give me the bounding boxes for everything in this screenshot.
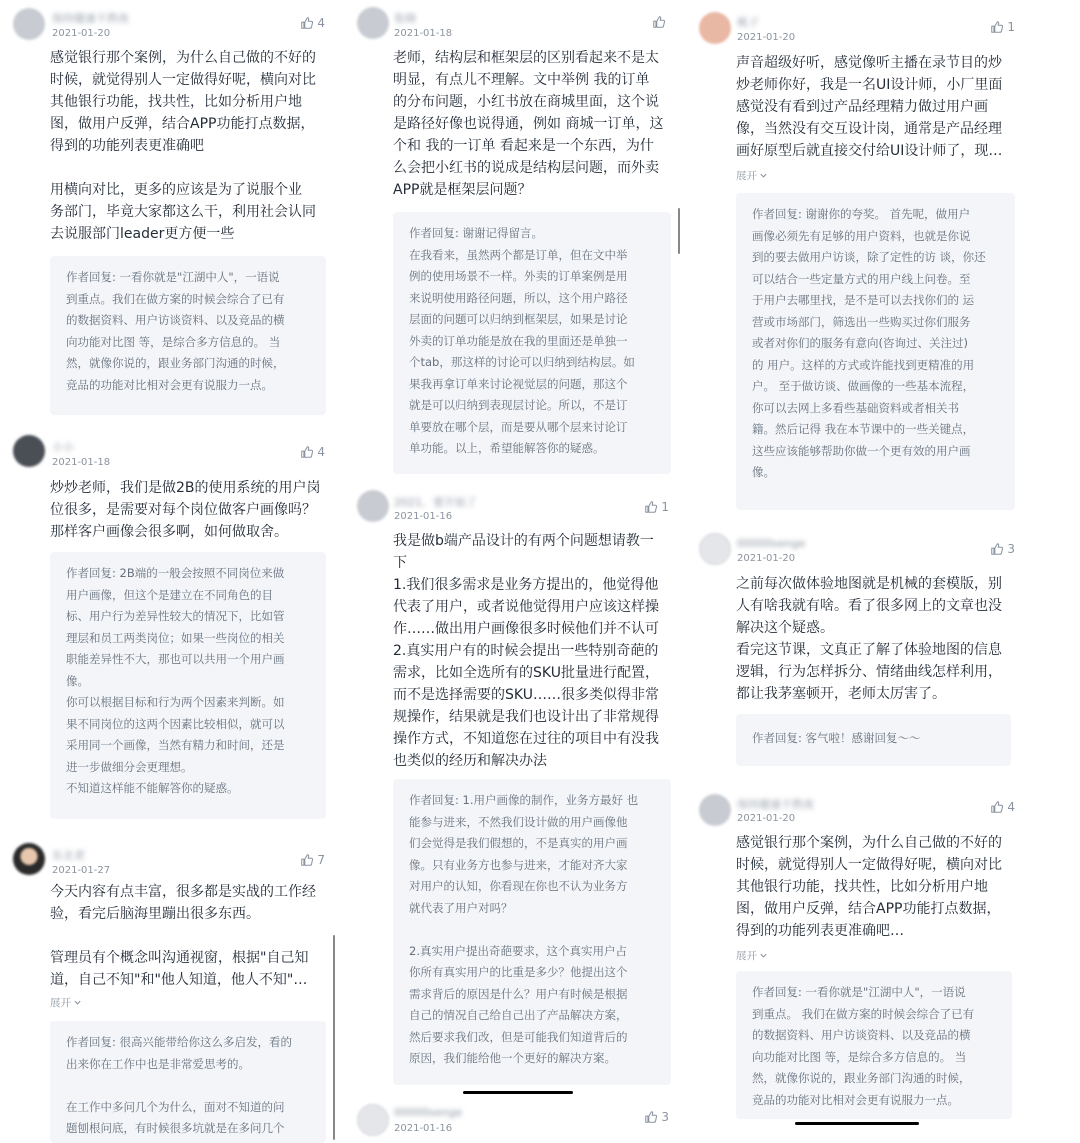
scrollbar[interactable]: [333, 935, 335, 1140]
like-count: 3: [661, 1110, 669, 1124]
thumbs-up-icon: [300, 16, 314, 30]
chevron-down-icon: [759, 951, 768, 960]
thumbs-up-icon: [652, 15, 666, 29]
like-button[interactable]: [990, 20, 1015, 34]
thumbs-up-icon: [644, 1110, 658, 1124]
thumbs-up-icon: [990, 800, 1004, 814]
like-count: 7: [317, 853, 325, 867]
expand-link[interactable]: [736, 168, 768, 183]
comment-text: 我是做b端产品设计的有两个问题想请教一 下 1.我们很多需求是业务方提出的，他觉得他 代表了用户，或者说他觉得用户应该这样操 作……做出用户画像很多时候他们并不认可 2.真实用户有的时候会提出一些特别奇葩的 需求，比如全选所有的SKU批量进行配置， 而不是选择需要的SKU……很多类似得非常 规操作，结果就是我们也设计出了非常规得 操作方式，不知道您在过往的项目中有没我 也类似的经历和解决办法: [393, 533, 659, 769]
like-button[interactable]: [300, 853, 325, 867]
author-reply: 作者回复: 客气啦！感谢回复～～: [736, 714, 1011, 766]
like-count: 1: [1007, 20, 1015, 34]
comment-author[interactable]: 保持健康不熬夜: [737, 798, 814, 811]
expand-link[interactable]: [736, 948, 768, 963]
comment-author[interactable]: 桃子: [737, 16, 759, 29]
expand-label: 展开: [736, 950, 757, 962]
thumbs-up-icon: [644, 500, 658, 514]
comment-date: 2021-01-27: [52, 865, 111, 876]
avatar[interactable]: [357, 490, 389, 522]
like-button[interactable]: [300, 445, 325, 459]
comment-text: 感觉银行那个案例，为什么自己做的不好的 时候，就觉得别人一定做得好呢，横向对比 其他银行功能，找共性，比如分析用户地 图，做用户反弹，结合APP功能打点数据， 得到的功能列表更准确吧 用横向对比，更多的应该是为了说服个业 务部门，毕竟大家都这么干，利用社会认同 去说服部门leader更方便一些: [50, 50, 316, 242]
comment-date: 2021-01-20: [737, 32, 796, 43]
thumbs-up-icon: [990, 20, 1004, 34]
avatar[interactable]: [699, 794, 731, 826]
comment-author[interactable]: 2021、要开始了: [394, 496, 477, 509]
comment-card: [0, 843, 337, 1143]
comment-text: 老师，结构层和框架层的区别看起来不是太 明显，有点儿不理解。文中举例 我的订单 的分布问题，小红书放在商城里面，这个说 是路径好像也说得通，例如 商城一订单，这 个和 我的一订单 看起来是一个东西，为什 么会把小红书的说成是结构层问题，而外卖 APP就是框架层问题？: [393, 50, 664, 198]
author-reply: 作者回复: 一看你就是"江湖中人"，一语说 到重点。 我们在做方案的时候会综合了已有 的数据资料、用户访谈资料、以及竞品的横 向功能对比图 等，是综合多方信息的。 当 然，就像你说的，跟业务部门沟通的时候， 竞品的功能对比相对会更有说服力一点。: [736, 971, 1012, 1119]
comment-column-1: [0, 0, 337, 1143]
expand-label: 展开: [736, 170, 757, 182]
like-button[interactable]: [644, 1110, 669, 1124]
author-reply: 作者回复: 2B端的一般会按照不同岗位来做 用户画像，但这个是建立在不同角色的目 标、用户行为差异性较大的情况下，比如管 理层和员工两类岗位；如果一些岗位的相关 职能差异性不大，那也可以共用一个用户画 像。 你可以根据目标和行为两个因素来判断。如 果不同岗位的这两个因素比较相似，就可以 采用同一个画像，当然有精力和时间，还是 进一步做细分会更理想。 不知道这样能不能解答你的疑惑。: [50, 552, 326, 819]
comment-author[interactable]: 保持健康不熬夜: [52, 12, 129, 25]
like-button[interactable]: [990, 542, 1015, 556]
expand-link[interactable]: [50, 995, 82, 1010]
comment-date: 2021-01-16: [394, 1123, 453, 1134]
chevron-down-icon: [73, 998, 82, 1007]
comment-text: 今天内容有点丰富，很多都是实战的工作经 验，看完后脑海里蹦出很多东西。 管理员有个概念叫沟通视窗，根据"自己知 道，自己不知"和"他人知道，他人不知"…: [50, 884, 316, 988]
comment-card: [0, 435, 337, 830]
comment-column-2: [355, 0, 685, 1143]
comment-column-3: [697, 0, 1080, 1143]
comment-card: [0, 0, 337, 420]
home-indicator: [795, 1122, 919, 1125]
author-reply: 作者回复: 一看你就是"江湖中人"，一语说 到重点。我们在做方案的时候会综合了已有 的数据资料、用户访谈资料、以及竞品的横 向功能对比图 等，是综合多方信息的。 当 然，就像你说的，跟业务部门沟通的时候， 竞品的功能对比相对会更有说服力一点。: [50, 256, 326, 415]
comment-author[interactable]: 小小: [52, 441, 74, 454]
comment-card: [697, 0, 1080, 520]
like-count: 4: [317, 16, 325, 30]
comment-card: [355, 1100, 685, 1143]
comment-text: 之前每次做体验地图就是机械的套模版，别 人有啥我就有啥。看了很多网上的文章也没 解决这个疑惑。 看完这节课，文真正了解了体验地图的信息 逻辑，行为怎样拆分、情绪曲线怎样利用， 都让我茅塞顿开，老师太厉害了。: [736, 576, 1002, 702]
comment-date: 2021-01-18: [52, 457, 111, 468]
comment-text: 感觉银行那个案例，为什么自己做的不好的 时候，就觉得别人一定做得好呢，横向对比 其他银行功能，找共性，比如分析用户地 图，做用户反弹，结合APP功能打点数据， 得到的功能列表更准确吧…: [736, 835, 1002, 939]
avatar[interactable]: [357, 1104, 389, 1136]
comment-text: 声音超级好听，感觉像听主播在录节目的炒 炒老师你好，我是一名UI设计师，小厂里面 感觉没有看到过产品经理精力做过用户画 像，当然没有交互设计岗，通常是产品经理 画好原型后就直接交付给UI设计师了，现…: [736, 55, 1003, 159]
thumbs-up-icon: [300, 445, 314, 459]
like-count: 4: [317, 445, 325, 459]
like-button[interactable]: [644, 500, 669, 514]
thumbs-up-icon: [990, 542, 1004, 556]
avatar[interactable]: [699, 12, 731, 44]
comment-date: 2021-01-18: [394, 28, 453, 39]
like-button[interactable]: [652, 15, 669, 29]
comment-card: [355, 0, 685, 480]
avatar[interactable]: [13, 435, 45, 467]
comment-date: 2021-01-16: [394, 511, 453, 522]
like-button[interactable]: [300, 16, 325, 30]
avatar[interactable]: [13, 8, 45, 40]
like-button[interactable]: [990, 800, 1015, 814]
home-indicator: [463, 1091, 573, 1094]
author-reply: 作者回复: 1.用户画像的制作，业务方最好 也 能参与进来，不然我们设计做的用户画像他 们会觉得是我们假想的，不是真实的用户画 像。只有业务方也参与进来，才能对齐大家 对用户的认知，你看现在你也不认为业务方 就代表了用户对吗？ 2.真实用户提出奇葩要求，这个真实用户占 你所有真实用户的比重是多少？他提出这个 需求背后的原因是什么？用户有时候是根据 自己的情况自己给自己出了产品解决方案， 然后要求我们改，但是可能我们知道背后的 原因，我们能给他一个更好的解决方案。: [393, 779, 671, 1085]
comment-date: 2021-01-20: [737, 553, 796, 564]
comment-author[interactable]: 00000senge: [737, 537, 806, 550]
comment-author[interactable]: 张晓: [394, 12, 416, 25]
thumbs-up-icon: [300, 853, 314, 867]
author-reply: 作者回复: 很高兴能带给你这么多启发，看的 出来你在工作中也是非常爱思考的。 在工作中多问几个为什么，面对不知道的问 题刨根问底，有时候很多坑就是在多问几个: [50, 1021, 326, 1143]
author-reply: 作者回复: 谢谢记得留言。 在我看来，虽然两个都是订单，但在文中举 例的使用场景不一样。外卖的订单案例是用 来说明使用路径问题，所以，这个用户路径 层面的问题可以归纳到框架层，如果是讨论 外卖的订单功能是放在我的里面还是单独一 个tab，那这样的讨论可以归纳到结构层。如 果我再拿订单来讨论视觉层的问题，那这个 就是可以归纳到表现层讨论。所以，不是订 单要放在哪个层，而是要从哪个层来讨论订 单功能。以上，希望能解答你的疑惑。: [393, 212, 671, 474]
comment-card: [697, 790, 1080, 1143]
avatar[interactable]: [357, 7, 389, 39]
like-count: 1: [661, 500, 669, 514]
scrollbar[interactable]: [678, 208, 680, 254]
chevron-down-icon: [759, 171, 768, 180]
author-reply: 作者回复: 谢谢你的夸奖。 首先呢，做用户 画像必须先有足够的用户资料，也就是你说 到的要去做用户访谈，除了定性的访 谈，你还 可以结合一些定量方式的用户线上问卷。至 于用户去哪里找，是不是可以去找你们的 运 营或市场部门，筛选出一些购买过你们服务 或者对你们的服务有意向(咨询过、关注过) 的 用户。这样的方式或许能找到更精准的用 户。 至于做访谈、做画像的一些基本流程， 你可以去网上多看些基础资料或者相关书 籍。然后记得 我在本节课中的一些关键点， 这些应该能够帮助你做一个更有效的用户画 像。: [736, 193, 1015, 510]
comment-author[interactable]: 东北老: [52, 849, 85, 862]
comment-date: 2021-01-20: [737, 813, 796, 824]
avatar[interactable]: [13, 843, 45, 875]
comment-date: 2021-01-20: [52, 28, 111, 39]
comment-text: 炒炒老师，我们是做2B的使用系统的用户岗 位很多，是需要对每个岗位做客户画像吗？ 那样客户画像会很多啊，如何做取舍。: [50, 480, 321, 540]
comment-author[interactable]: 00000senge: [394, 1106, 463, 1119]
comment-card: [355, 490, 685, 1090]
avatar[interactable]: [699, 533, 731, 565]
like-count: 4: [1007, 800, 1015, 814]
like-count: 3: [1007, 542, 1015, 556]
expand-label: 展开: [50, 997, 71, 1009]
comment-card: [697, 533, 1080, 773]
